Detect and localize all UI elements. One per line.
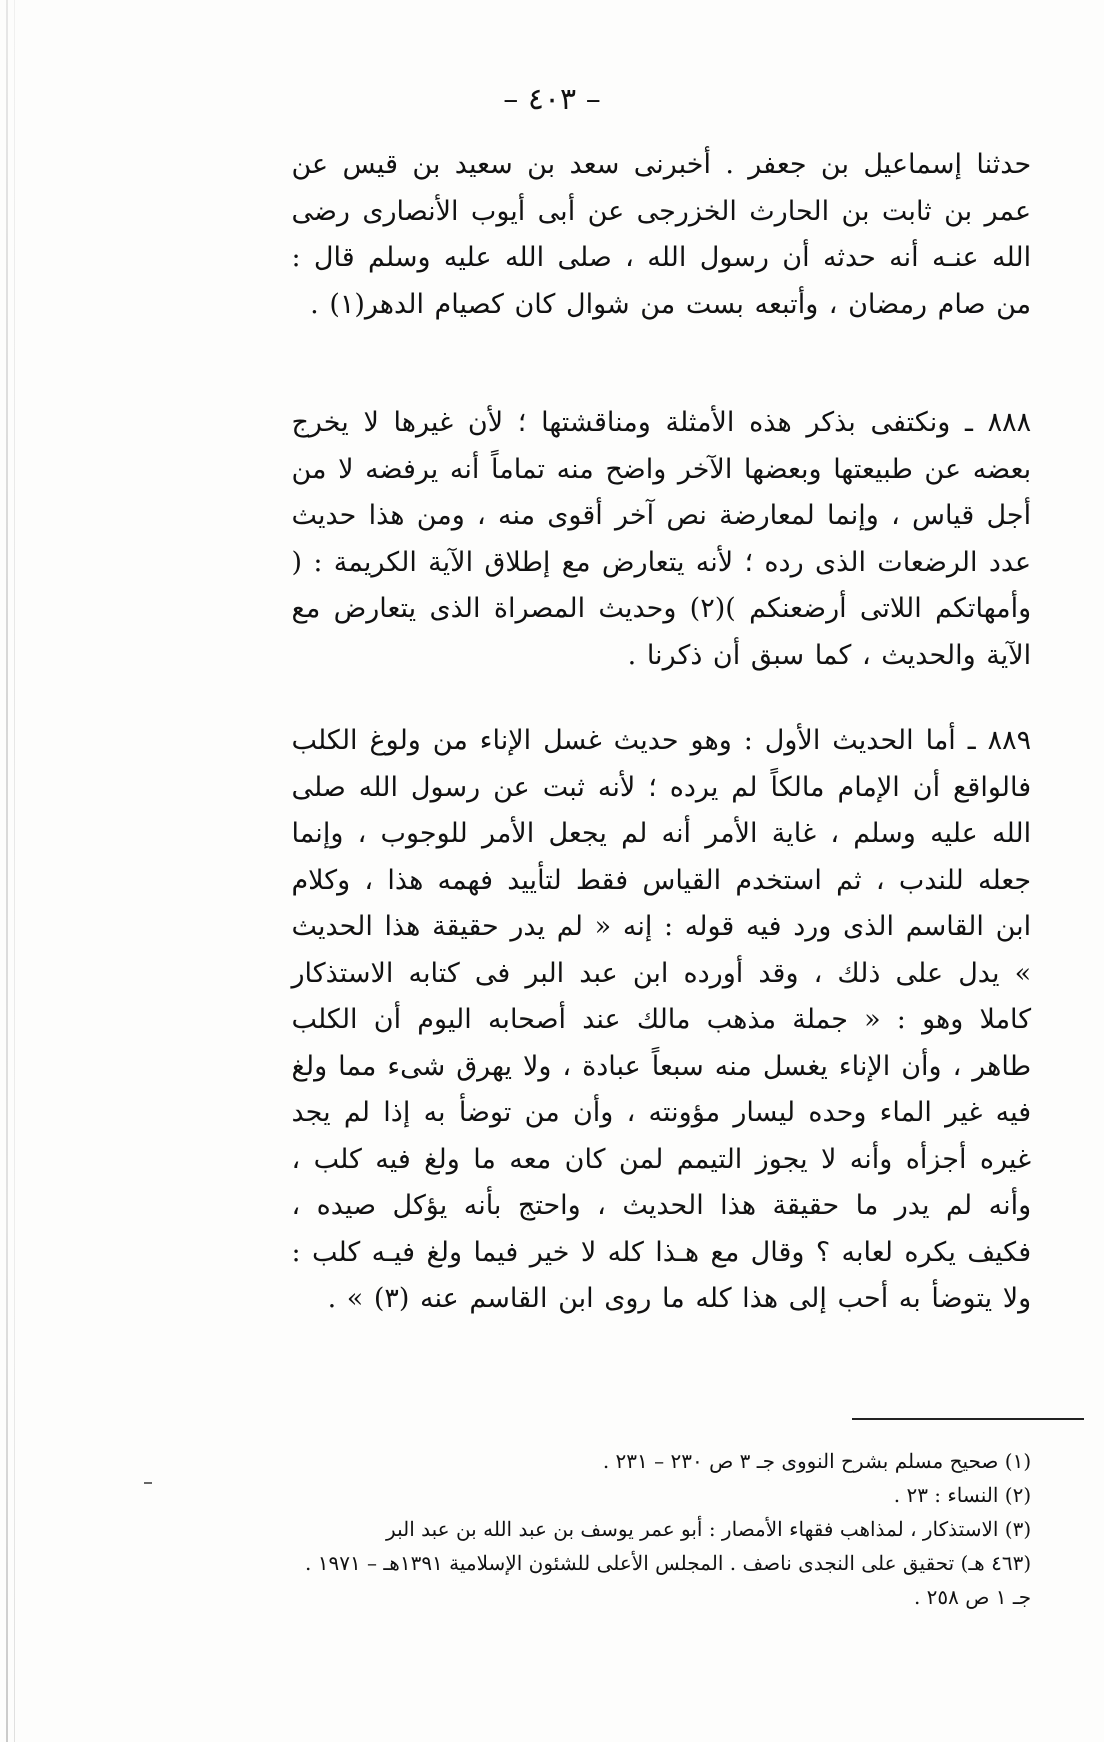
binding-edge [6,0,8,1742]
footnote-1: (١) صحيح مسلم بشرح النووى جـ ٣ ص ٢٣٠ – ٢٣١ . [602,1449,1032,1473]
footnote-divider [852,1418,1084,1420]
footnote-3: (٣) الاستذكار ، لمذاهب فقهاء الأمصار : أبو عمر يوسف بن عبد الله بن عبد البر [386,1517,1032,1541]
paragraph-888 [291,400,1031,679]
page-number: – ٤٠٣ – [503,82,601,117]
paragraph-text: حدثنا إسماعيل بن جعفر . أخبرنى سعد بن سعيد بن قيس عن عمر بن ثابت بن الحارث الخزرجى عن أبى أيوب الأنصارى رضى الله عنـه أنه حدثه أن رسول الله ، صلى الله عليه وسلم قال : من صام رمضان ، وأتبعه بست من شوال كان كصيام الدهر(١) . [291,149,1032,320]
binding-edge-inner [14,0,15,1742]
paragraph-text: ٨٨٩ ـ أما الحديث الأول : وهو حديث غسل الإناء من ولوغ الكلب فالواقع أن الإمام مالكاً لم يرده ؛ لأنه ثبت عن رسول الله صلى الله عليه وسلم ، غاية الأمر أنه لم يجعل الأمر للوجوب ، وإنما جعله للندب ، ثم استخدم القياس فقط لتأييد فهمه هذا ، وكلام ابن القاسم الذى ورد فيه قوله : إنه « لم يدر حقيقة هذا الحديث » يدل على ذلك ، وقد أورده ابن عبد البر فى كتابه الاستذكار كاملا وهو : « جملة مذهب مالك عند أصحابه اليوم أن الكلب طاهر ، وأن الإناء يغسل منه سبعاً عبادة ، ولا يهرق شىء مما ولغ فيه غير الماء وحده ليسار مؤونته ، وأن من توضأ به إذا لم يجد غيره أجزأه وأنه لا يجوز التيمم لمن كان معه ما ولغ فيه كلب ، وأنه لم يدر ما حقيقة هذا الحديث ، واحتج بأنه يؤكل صيده ، فكيف يكره لعابه ؟ وقال مع هـذا كله لا خير فيما ولغ فيـه كلب : ولا يتوضأ به أحب إلى هذا كله ما روى ابن القاسم عنه (٣) » . [291,725,1032,1314]
footnote-3-page: جـ ١ ص ٢٥٨ . [913,1585,1032,1609]
footnote-3-continued: (٤٦٣ هـ) تحقيق على النجدى ناصف . المجلس الأعلى للشئون الإسلامية ١٣٩١هـ – ١٩٧١ . [305,1551,1032,1575]
paragraph-hadith-chain [291,142,1031,328]
footnote-2: (٢) النساء : ٢٣ . [893,1483,1032,1507]
scan-mark [144,1482,152,1484]
footnotes [291,1444,1031,1614]
paragraph-text: ٨٨٨ ـ ونكتفى بذكر هذه الأمثلة ومناقشتها ؛ لأن غيرها لا يخرج بعضه عن طبيعتها وبعضها الآخر واضح منه تماماً أنه يرفضه لا من أجل قياس ، وإنما لمعارضة نص آخر أقوى منه ، ومن هذا حديث عدد الرضعات الذى رده ؛ لأنه يتعارض مع إطلاق الآية الكريمة : ( وأمهاتكم اللاتى أرضعنكم )(٢) وحديث المصراة الذى يتعارض مع الآية والحديث ، كما سبق أن ذكرنا . [291,407,1032,671]
paragraph-889 [291,718,1031,1323]
